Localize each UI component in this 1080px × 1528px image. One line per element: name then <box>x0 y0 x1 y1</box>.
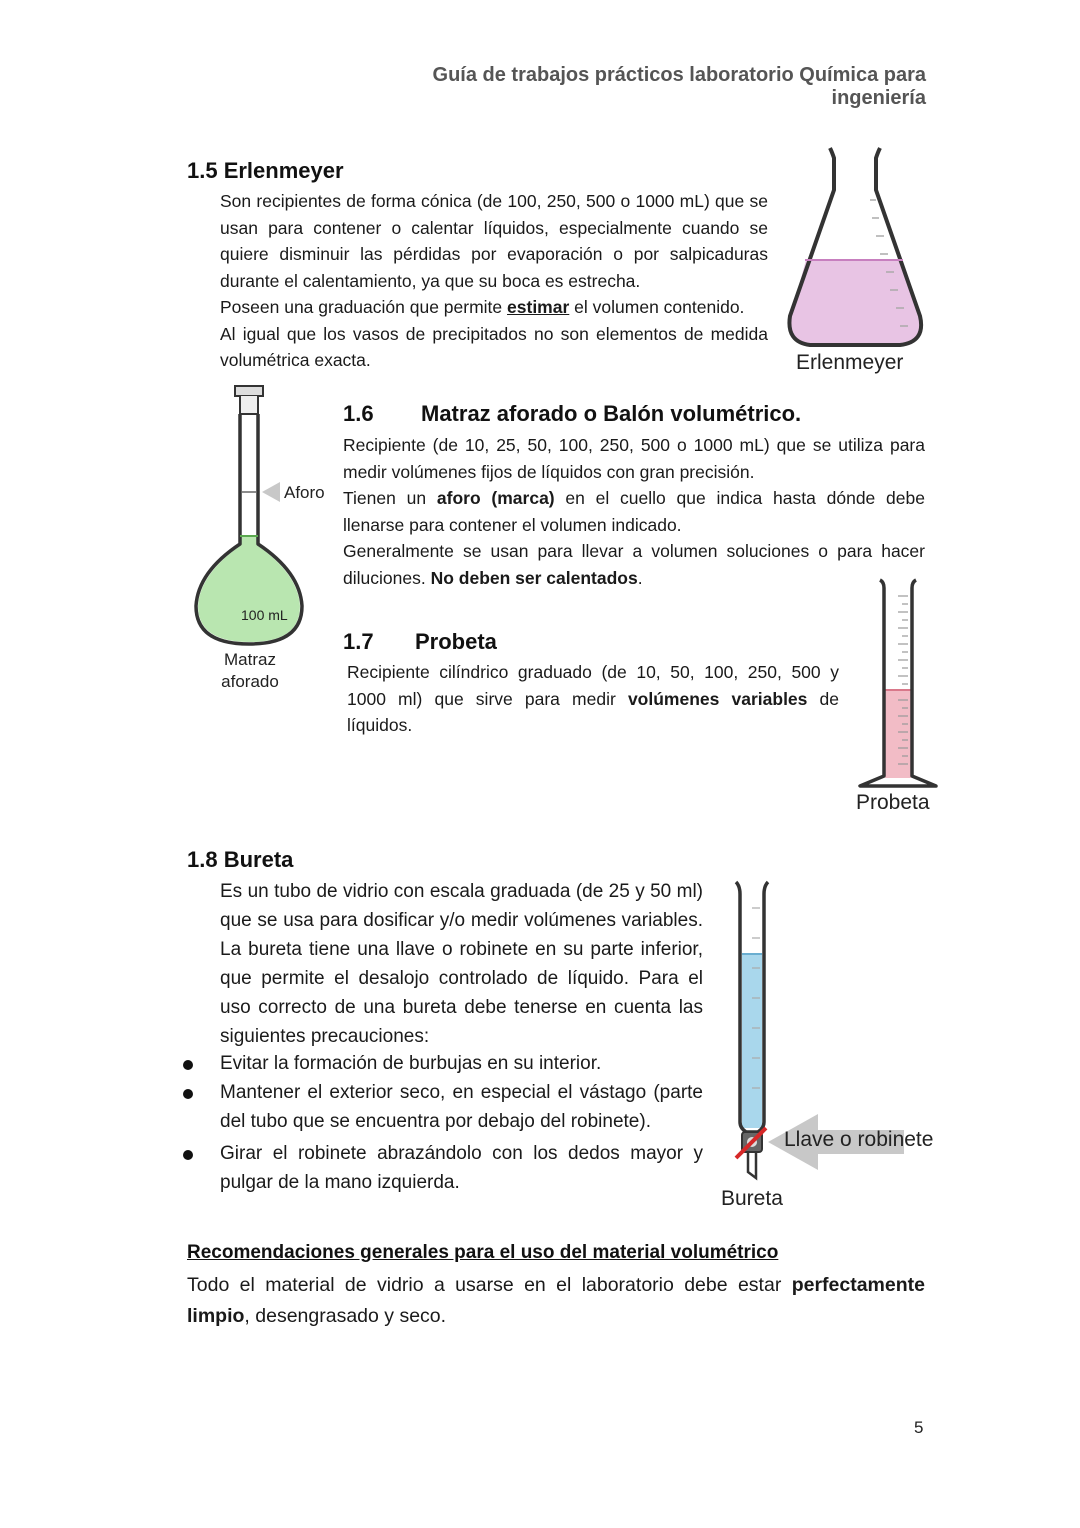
section-title-probeta: 1.7 Probeta <box>343 629 497 654</box>
erlenmeyer-flask-illustration <box>780 140 930 350</box>
erlenmeyer-paragraph-1: Son recipientes de forma cónica (de 100, 250, 500 o 1000 mL) que se usan para contener o calentar líquidos, especialmente cuando se quiere disminuir las pérdidas por evaporación o por salpicaduras durante el calentamiento, ya que su boca es estrecha. <box>220 191 768 291</box>
bureta-intro: Es un tubo de vidrio con escala graduada (de 25 y 50 ml) que se usa para dosificar y/o medir volúmenes variables. La bureta tiene una llave o robinete en su parte inferior, que permite el desalojo controlado de líquido. Para el uso correcto de una bureta debe tenerse en cuenta las siguientes precauciones: <box>220 881 703 1047</box>
emphasis-aforo: aforo (marca) <box>436 488 555 508</box>
bullet-icon <box>183 1089 193 1099</box>
matraz-description <box>343 432 925 591</box>
list-item: Evitar la formación de burbujas en su interior. <box>187 1049 703 1078</box>
burette-liquid <box>742 954 762 1128</box>
list-item: Girar el robinete abrazándolo con los dedos mayor y pulgar de la mano izquierda. <box>187 1139 703 1197</box>
probeta-description <box>347 659 839 739</box>
recommendations-title: Recomendaciones generales para el uso del material volumétrico <box>187 1242 779 1263</box>
precautions-list <box>187 1049 703 1197</box>
matraz-paragraph-3: Generalmente se usan para llevar a volumen soluciones o para hacer diluciones. No deben ser calentados. <box>343 541 925 588</box>
erlenmeyer-description <box>220 188 768 374</box>
emphasis-perfectamente-limpio: perfectamente limpio <box>187 1274 925 1327</box>
bullet-icon <box>183 1060 193 1070</box>
graduated-cylinder-liquid <box>885 690 911 778</box>
bureta-precautions <box>187 1049 703 1197</box>
recommendations-text: Todo el material de vidrio a usarse en el laboratorio debe estar perfectamente limpio, desengrasado y seco. <box>187 1274 925 1327</box>
emphasis-volumenes-variables: volúmenes variables <box>627 688 808 709</box>
volumetric-flask-figure-label: Matraz aforado <box>221 650 279 691</box>
erlenmeyer-liquid <box>790 260 921 343</box>
graduated-cylinder-figure-label: Probeta <box>856 791 930 814</box>
erlenmeyer-figure-label: Erlenmeyer <box>796 351 904 374</box>
probeta-paragraph: Recipiente cilíndrico graduado (de 10, 50, 100, 250, 500 y 1000 ml) que sirve para medir volúmenes variables de líquidos. <box>347 662 840 735</box>
stopcock-label: Llave o robinete <box>784 1128 934 1151</box>
flask-volume-label: 100 mL <box>241 607 288 623</box>
bullet-icon <box>183 1150 193 1160</box>
page-header: Guía de trabajos prácticos laboratorio Química para ingeniería <box>432 64 926 109</box>
section-title-bureta: 1.8 Bureta <box>187 847 294 872</box>
volumetric-flask-liquid <box>198 536 300 642</box>
burette-figure-label: Bureta <box>721 1187 783 1210</box>
list-item: Mantener el exterior seco, en especial el vástago (parte del tubo que se encuentra por debajo del robinete). <box>187 1078 703 1136</box>
section-title-erlenmeyer: 1.5 Erlenmeyer <box>187 158 344 183</box>
matraz-paragraph-2: Tienen un aforo (marca) en el cuello que indica hasta dónde debe llenarse para contener el volumen indicado. <box>343 488 925 535</box>
erlenmeyer-paragraph-3: Al igual que los vasos de precipitados no son elementos de medida volumétrica exacta. <box>220 323 768 370</box>
aforo-arrow-icon <box>262 482 280 502</box>
bureta-description <box>220 877 703 1051</box>
matraz-paragraph-1: Recipiente (de 10, 25, 50, 100, 250, 500 o 1000 mL) que se utiliza para medir volúmenes fijos de líquidos con gran precisión. <box>343 435 925 482</box>
erlenmeyer-paragraph-2: Poseen una graduación que permite estimar el volumen contenido. <box>220 297 745 317</box>
emphasis-no-calentar: No deben ser calentados <box>430 567 638 588</box>
section-title-matraz: 1.6 Matraz aforado o Balón volumétrico. <box>343 401 802 426</box>
aforo-label: Aforo <box>284 483 325 502</box>
graduated-cylinder-illustration <box>856 576 940 790</box>
emphasis-estimar: estimar <box>507 297 570 317</box>
page-number: 5 <box>914 1418 924 1437</box>
